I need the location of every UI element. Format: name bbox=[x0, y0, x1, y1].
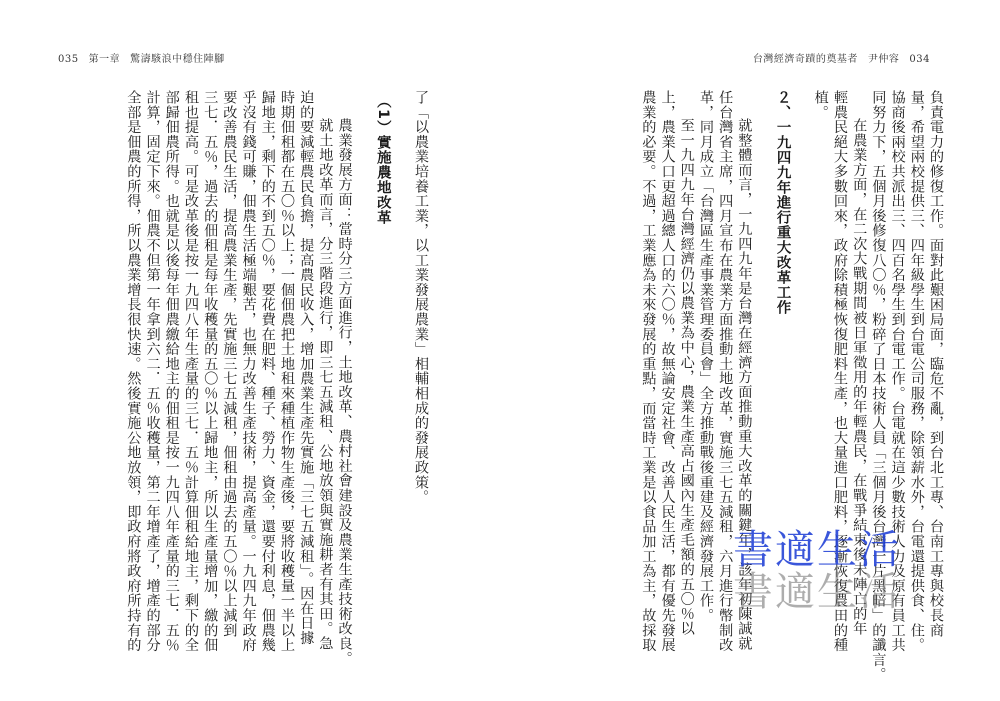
text-column: 負責電力的修復工作。面對此艱困局面，臨危不亂，到台北工專、台南工專與校長商 bbox=[928, 90, 944, 638]
text-column: 三七．五％，過去的佃租是每年收穫量的五〇％以上歸地主，所以生產量增加，繳的佃 bbox=[202, 90, 219, 653]
text-column: 租也提高。可是改革後是按一九四八年生產量的三七．五％計算佃租給地主，剩下的全 bbox=[182, 90, 199, 653]
text-column: 革，同月成立「台灣區生產事業管理委員會」全方推動戰後重建及經濟發展工作。 bbox=[697, 90, 714, 623]
section-heading: ２、一九四九年進行重大改革工作 bbox=[774, 90, 791, 315]
right-page-number: 034 bbox=[909, 54, 930, 65]
text-column: 計算，固定下來。佃農不但第一年拿到六二．五％收穫量，第二年增產了，增產的部分 bbox=[144, 90, 161, 653]
left-running-head bbox=[58, 50, 235, 65]
text-column: 同努力下，五個月後修復八〇％，粉碎了日本技術人員「三個月後台灣一片黑暗」的讖言。 bbox=[870, 90, 887, 682]
text-column: 就土地改革而言，分三階段進行，即三七五減租、公地放領與實施耕者有其田。急 bbox=[317, 118, 334, 652]
text-column: 就整體而言，一九四九年是台灣在經濟方面推動重大改革的關鍵年，該年初陳誠就 bbox=[736, 118, 753, 652]
text-column: 在農業方面，在二次大戰期間被日軍徵用的年輕農民，在戰爭結束後未陣亡的年 bbox=[851, 118, 868, 637]
text-column: 上，農業人口更超過總人口的六〇％，故無論安定社會、改善人民生活，都有優先發展 bbox=[659, 90, 676, 653]
text-column: 乎沒有錢可賺，佃農生活極端艱苦，也無力改善生產技術，提高產量。一九四九年政府 bbox=[240, 90, 257, 653]
text-column: 植。 bbox=[812, 90, 829, 120]
watermark-logo-blue: 書適生活 bbox=[733, 527, 901, 573]
right-author: 尹仲容 bbox=[867, 54, 900, 65]
text-column: 部歸佃農所得。也就是以後每年佃農繳給地主的佃租是按一九四八年產量的三七．五％ bbox=[163, 90, 180, 653]
right-running-head bbox=[753, 50, 940, 65]
text-column: 量，希望兩校提供三、四年級學生到台電公司服務，除領薪水外，台電還提供食、住。 bbox=[908, 90, 925, 653]
left-page-number: 035 bbox=[58, 54, 79, 65]
section-gap bbox=[392, 90, 411, 630]
right-page-body bbox=[565, 90, 945, 682]
text-column: 至一九四九年台灣經濟仍以農業為中心，農業生產高占國內生產毛額的五〇％以 bbox=[678, 118, 695, 637]
text-column: 迫的要減輕農民負擔，提高農民收入，增加農業生產先實施「三七五減租」。因在日據 bbox=[298, 90, 315, 646]
text-column: 任台灣省主席，四月宣布在農業方面推動土地改革，實施三七五減租，六月進行幣制改 bbox=[717, 90, 734, 653]
text-column: 輕農民絕大多數回來，政府除積極恢復肥料生產，也大量進口肥料，逐漸恢復農田的種 bbox=[831, 90, 848, 653]
text-column: 時期佃租都在五〇％以上；一個佃農把土地租來種植作物生產後，要將收穫量一半以上 bbox=[278, 90, 295, 653]
section-gap bbox=[792, 90, 811, 630]
text-column: 農業發展方面：當時分三方面進行，土地改革、農村社會建設及農業生產技術改良。 bbox=[336, 118, 353, 666]
text-column: 農業的必要。不過，工業應為未來發展的重點，而當時工業是以食品加工為主，故採取 bbox=[640, 90, 657, 653]
text-column: 要改善農民生活，提高農業生產，先實施三七五減租，佃租由過去的五〇％以上減到 bbox=[221, 90, 238, 638]
left-chapter-title: 驚濤駭浪中穩住陣腳 bbox=[130, 54, 225, 65]
right-book-title: 台灣經濟奇蹟的奠基者 bbox=[752, 54, 858, 65]
left-page-body bbox=[60, 90, 430, 666]
section-gap bbox=[753, 90, 772, 630]
section-gap bbox=[354, 90, 373, 630]
text-column: 協商後兩校共派出三、四百名學生到台電工作。台電就在這少數技術人力及原有員工共 bbox=[889, 90, 906, 653]
text-column: 全部是佃農的所得，所以農業增長很快速。然後實施公地放領，即政府將政府所持有的 bbox=[125, 90, 142, 653]
subsection-heading: （1）實施農地改革 bbox=[374, 94, 391, 225]
text-column: 了「以農業培養工業，以工業發展農業」相輔相成的發展政策。 bbox=[413, 90, 429, 505]
left-chapter-label: 第一章 bbox=[88, 54, 121, 65]
text-column: 歸地主，剩下的不到五〇％，要花費在肥料、種子、勞力、資金，還要付利息，佃農幾 bbox=[259, 90, 276, 653]
watermark-logo-gray: 書適生活 bbox=[733, 569, 901, 615]
